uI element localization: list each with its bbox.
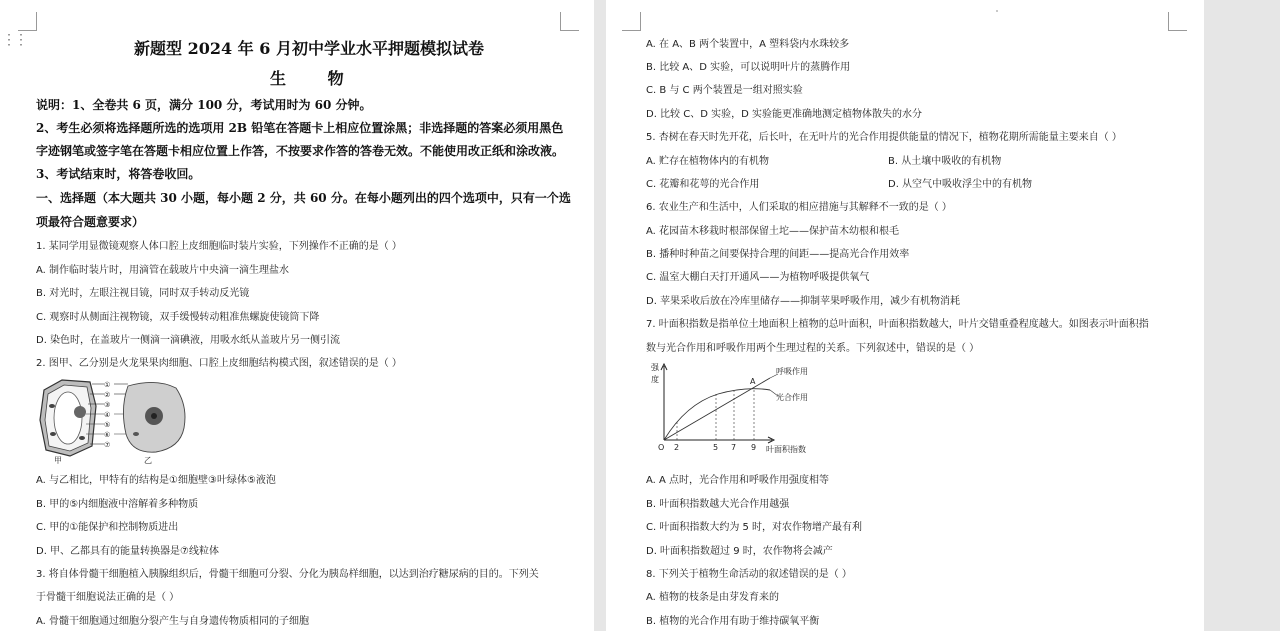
exam-title: 新题型 2024 年 6 月初中学业水平押题模拟试卷: [134, 39, 484, 58]
q8-stem: 8. 下列关于植物生命活动的叙述错误的是（ ）: [646, 569, 852, 580]
q6-option-d: D. 苹果采收后放在冷库里储存——抑制苹果呼吸作用，减少有机物消耗: [646, 296, 961, 307]
origin-label: O: [658, 443, 665, 452]
q7-stem-line-1: 7. 叶面积指数是指单位土地面积上植物的总叶面积，叶面积指数越大，叶片交错重叠程度越大。如图表示叶面积指: [646, 319, 1149, 330]
q6-option-b: B. 播种时种苗之间要保持合理的间距——提高光合作用效率: [646, 249, 910, 260]
note-line-3: 字迹钢笔或签字笔在答题卡相应位置上作答，不按要求作答的答卷无效。不能使用改正纸和涂改液。: [36, 144, 565, 158]
q2-option-b: B. 甲的⑤内细胞液中溶解着多种物质: [36, 499, 199, 510]
q5-option-b: B. 从土壤中吸收的有机物: [888, 156, 1002, 167]
margin-mark-top-right: [1168, 12, 1187, 31]
q7-option-c: C. 叶面积指数大约为 5 时，对农作物增产最有利: [646, 522, 863, 533]
q2-option-a: A. 与乙相比，甲特有的结构是①细胞壁③叶绿体⑤液泡: [36, 475, 276, 486]
note-line-1: 说明：1、全卷共 6 页，满分 100 分，考试用时为 60 分钟。: [36, 98, 372, 112]
cell-structure-figure: [36, 376, 196, 464]
tick-5: 5: [713, 443, 719, 452]
q1-option-b: B. 对光时，左眼注视目镜，同时双手转动反光镜: [36, 288, 250, 299]
leaf-area-index-figure: [646, 360, 836, 456]
q2-option-d: D. 甲、乙都具有的能量转换器是⑦线粒体: [36, 546, 220, 557]
q3-stem-line-1: 3. 将自体骨髓干细胞植入胰腺组织后，骨髓干细胞可分裂、分化为胰岛样细胞，以达到治疗糖尿病的目的。下列关: [36, 569, 539, 580]
subject-title: 生 物: [270, 69, 362, 88]
label-5: ⑤: [104, 421, 111, 429]
tick-2: 2: [674, 443, 680, 452]
tick-9: 9: [751, 443, 757, 452]
y-label-1: 强: [651, 363, 659, 372]
label-4: ④: [104, 411, 111, 419]
left-page: [0, 0, 594, 631]
q3-stem-line-2: 于骨髓干细胞说法正确的是（ ）: [36, 592, 180, 603]
margin-mark-top-right: [560, 12, 579, 31]
right-page: [606, 0, 1204, 631]
q4-option-a: A. 在 A、B 两个装置中，A 塑料袋内水珠较多: [646, 39, 850, 50]
label-2: ②: [104, 391, 111, 399]
respiration-label: 呼吸作用: [776, 367, 808, 376]
label-1: ①: [104, 381, 111, 389]
label-7: ⑦: [104, 441, 111, 449]
note-line-4: 3、考试结束时，将答卷收回。: [36, 167, 201, 181]
q6-stem: 6. 农业生产和生活中，人们采取的相应措施与其解释不一致的是（ ）: [646, 202, 952, 213]
margin-mark-top-left: [622, 12, 641, 31]
point-a-label: A: [750, 377, 756, 386]
q7-option-a: A. A 点时，光合作用和呼吸作用强度相等: [646, 475, 830, 486]
q1-option-d: D. 染色时，在盖玻片一侧滴一滴碘液，用吸水纸从盖玻片另一侧引流: [36, 335, 341, 346]
q4-option-c: C. B 与 C 两个装置是一组对照实验: [646, 85, 803, 96]
q5-stem: 5. 杏树在春天时先开花，后长叶，在无叶片的光合作用提供能量的情况下，植物花期所需能量主要来自（ ）: [646, 132, 1122, 143]
label-3: ③: [104, 401, 111, 409]
margin-mark-top-left: [18, 12, 37, 31]
q5-option-a: A. 贮存在植物体内的有机物: [646, 156, 770, 167]
q2-stem: 2. 图甲、乙分别是火龙果果肉细胞、口腔上皮细胞结构模式图，叙述错误的是（ ）: [36, 358, 402, 369]
note-line-2: 2、考生必须将选择题所选的选项用 2B 铅笔在答题卡上相应位置涂黑；非选择题的答案必须用黑色: [36, 121, 564, 135]
page-dot: [996, 10, 998, 12]
q1-option-c: C. 观察时从侧面注视物镜，双手缓慢转动粗准焦螺旋使镜筒下降: [36, 312, 320, 323]
q7-stem-line-2: 数与光合作用和呼吸作用两个生理过程的关系。下列叙述中，错误的是（ ）: [646, 343, 980, 354]
q8-option-b: B. 植物的光合作用有助于维持碳氧平衡: [646, 616, 820, 627]
label-yi: 乙: [144, 456, 152, 464]
q5-option-d: D. 从空气中吸收浮尘中的有机物: [888, 179, 1033, 190]
label-6: ⑥: [104, 431, 111, 439]
animal-cell-diagram: [123, 382, 185, 452]
drag-handle-icon[interactable]: ⋮⋮: [2, 32, 26, 48]
q3-option-a: A. 骨髓干细胞通过细胞分裂产生与自身遗传物质相同的子细胞: [36, 616, 310, 627]
section-heading-line-1: 一、选择题（本大题共 30 小题，每小题 2 分，共 60 分。在每小题列出的四个选项中，只有一个选: [36, 191, 571, 205]
photosynthesis-label: 光合作用: [776, 393, 808, 402]
q8-option-a: A. 植物的枝条是由芽发育来的: [646, 592, 780, 603]
q1-option-a: A. 制作临时装片时，用滴管在载玻片中央滴一滴生理盐水: [36, 265, 290, 276]
q4-option-d: D. 比较 C、D 实验，D 实验能更准确地测定植物体散失的水分: [646, 109, 922, 120]
q6-option-a: A. 花园苗木移栽时根部保留土坨——保护苗木幼根和根毛: [646, 226, 900, 237]
q7-option-b: B. 叶面积指数越大光合作用越强: [646, 499, 790, 510]
section-heading-line-2: 项最符合题意要求）: [36, 215, 145, 229]
q2-option-c: C. 甲的①能保护和控制物质进出: [36, 522, 179, 533]
q6-option-c: C. 温室大棚白天打开通风——为植物呼吸提供氧气: [646, 272, 870, 283]
q1-stem: 1. 某同学用显微镜观察人体口腔上皮细胞临时装片实验，下列操作不正确的是（ ）: [36, 241, 402, 252]
y-label-2: 度: [651, 375, 659, 384]
q4-option-b: B. 比较 A、D 实验，可以说明叶片的蒸腾作用: [646, 62, 851, 73]
label-jia: 甲: [54, 456, 62, 464]
x-label: 叶面积指数: [766, 445, 806, 454]
q5-option-c: C. 花瓣和花萼的光合作用: [646, 179, 760, 190]
plant-cell-diagram: [40, 380, 96, 456]
q7-option-d: D. 叶面积指数超过 9 时，农作物将会减产: [646, 546, 833, 557]
tick-7: 7: [731, 443, 737, 452]
